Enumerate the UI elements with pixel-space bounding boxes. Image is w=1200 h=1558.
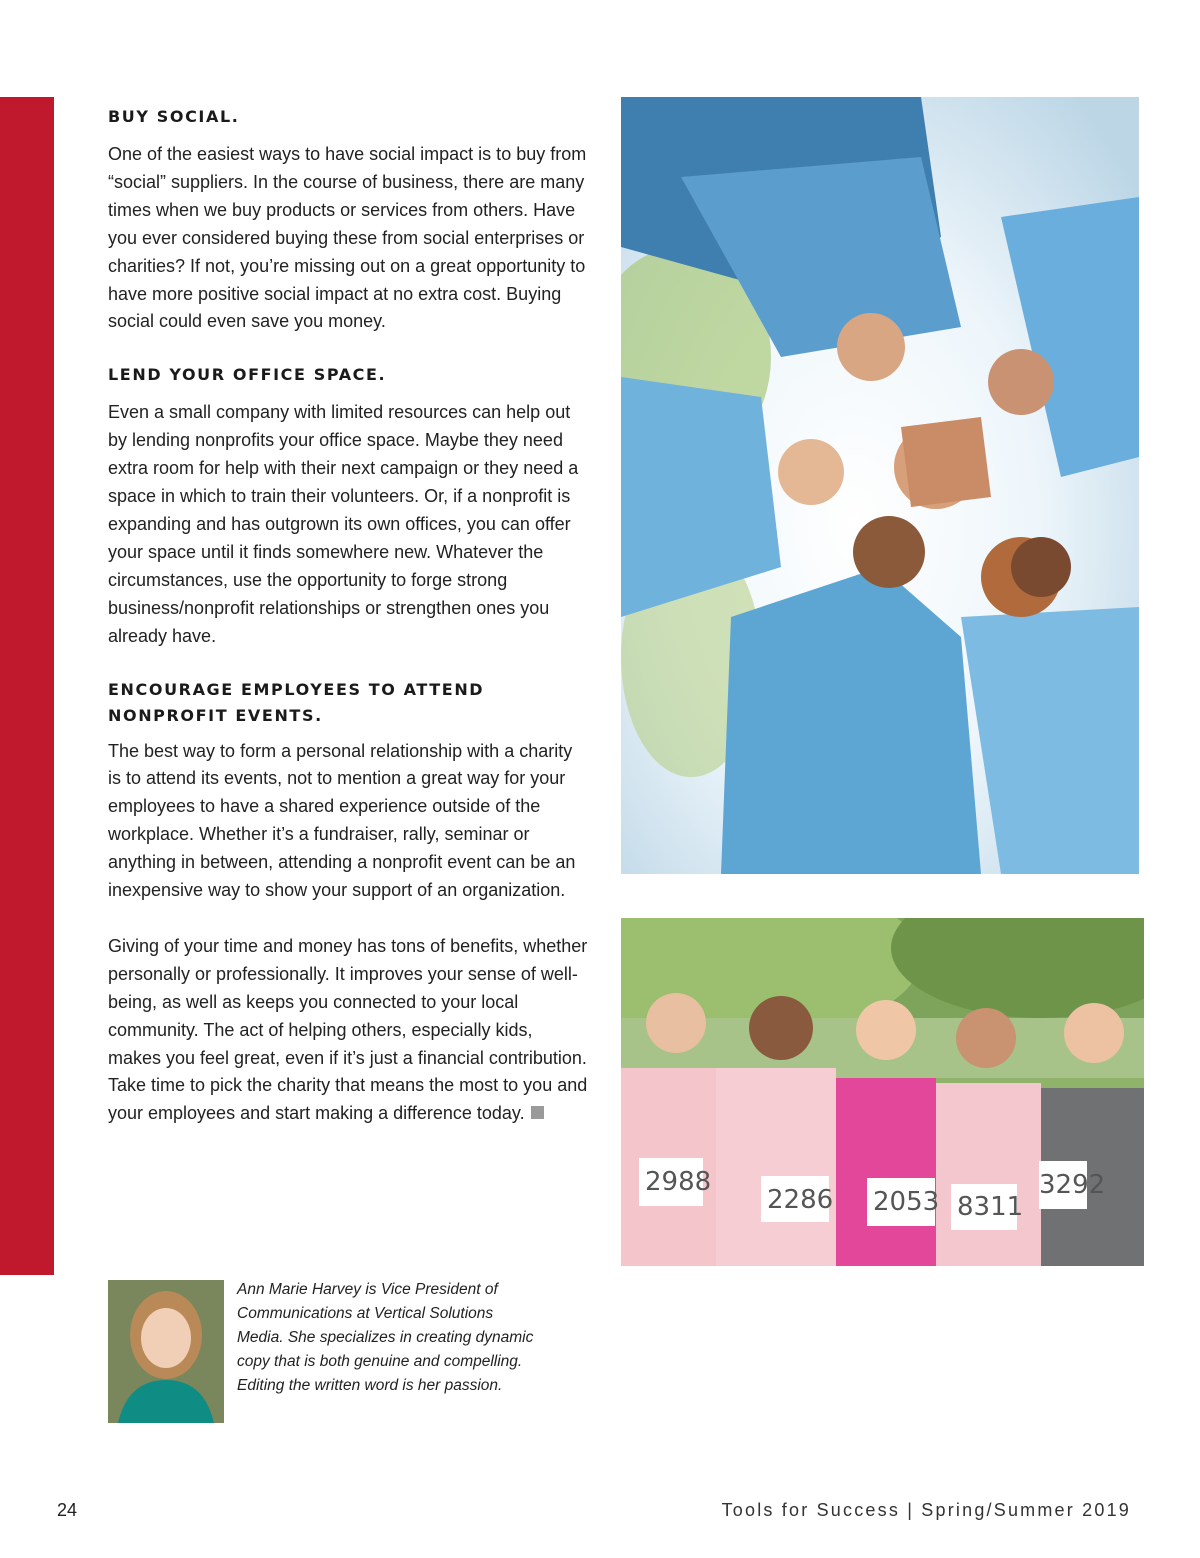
race-bib-number: 8311 [957,1192,1024,1222]
author-headshot [108,1280,224,1423]
article-column [108,104,590,1128]
section-heading-office-space: LEND YOUR OFFICE SPACE. [108,365,387,385]
volunteers-huddle-photo [621,97,1139,874]
race-bib-number: 2286 [767,1185,834,1215]
author-bio: Ann Marie Harvey is Vice President of Communications at Vertical Solutions Media. She specializes in creating dynamic copy that is both genuine and compelling. Editing the written word is her passion. [237,1281,534,1394]
section-heading-nonprofit-events: ENCOURAGE EMPLOYEES TO ATTEND NONPROFIT EVENTS. [108,679,485,725]
page-number: 24 [57,1500,78,1520]
section-body-office-space: Even a small company with limited resources can help out by lending nonprofits your office space. Maybe they need extra room for help with their next campaign or they need a space in which to train their volunteers. Or, if a nonprofit is expanding and has outgrown its own offices, you can offer your space until it finds somewhere new. Whatever the circumstances, use the opportunity to forge strong business/nonprofit relationships or strengthen ones you already have. [108,402,579,646]
section-heading-buy-social: BUY SOCIAL. [108,107,240,126]
section-body-buy-social: One of the easiest ways to have social impact is to buy from “social” suppliers. In the course of business, there are many times when we buy products or services from others. Have you ever considered buying these from social enterprises or charities? If not, you’re missing out on a great opportunity to have more positive social impact at no extra cost. Buying social could even save you money. [108,144,587,332]
end-mark-icon [531,1106,544,1119]
publication-footer: Tools for Success | Spring/Summer 2019 [721,1500,1131,1520]
charity-race-photo [621,918,1144,1266]
accent-bar [0,97,54,1275]
closing-paragraph [108,933,590,1128]
race-bib-number: 3292 [1039,1170,1106,1200]
closing-text: Giving of your time and money has tons of benefits, whether personally or professionally. It improves your sense of well-being, as well as keeps you connected to your local community. The act of helping others, especially kids, makes you feel great, even if it’s just a financial contribution. Take time to pick the charity that means the most to you and your employees and start making a difference today. [108,935,588,1124]
race-bib-number: 2988 [645,1167,712,1197]
race-bib-number: 2053 [873,1187,940,1217]
section-body-nonprofit-events: The best way to form a personal relationship with a charity is to attend its events, not to mention a great way for your employees to have a shared experience outside of the workplace. Whether it’s a fundraiser, rally, seminar or anything in between, attending a nonprofit event can be an inexpensive way to show your support of an organization. [108,740,576,901]
